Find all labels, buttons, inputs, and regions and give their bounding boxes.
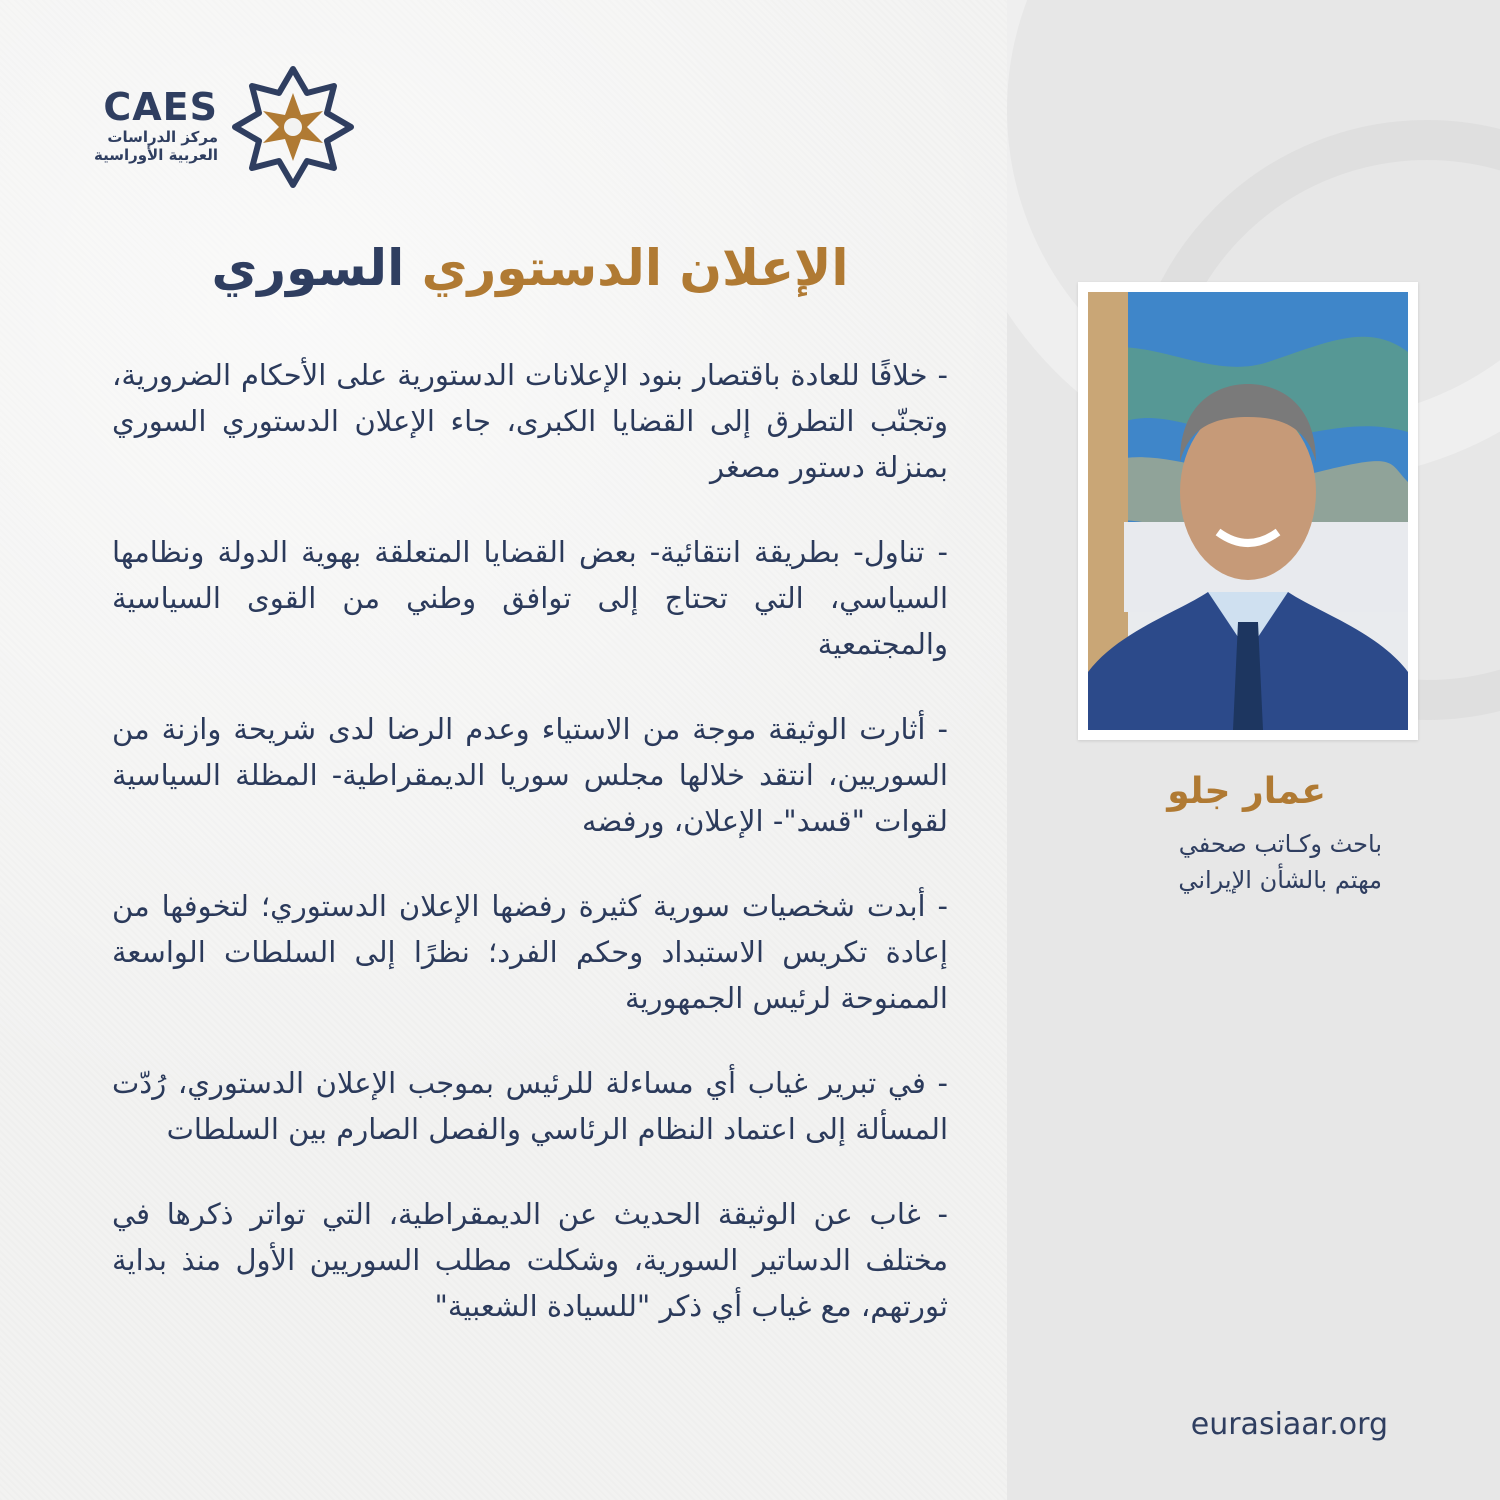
point-2: - تناول- بطريقة انتقائية- بعض القضايا المتعلقة بهوية الدولة ونظامها السياسي، التي تحتاج إلى توافق وطني من القوى السياسية والمجتمعية — [112, 535, 948, 661]
point-4: - أبدت شخصيات سورية كثيرة رفضها الإعلان الدستوري؛ لتخوفها من إعادة تكريس الاستبداد وحكم الفرد؛ نظرًا إلى السلطات الواسعة الممنوحة لرئيس الجمهورية — [112, 889, 948, 1015]
author-photo — [1088, 292, 1408, 730]
logo-text — [88, 86, 218, 164]
title-part-1: الإعلان الدستوري — [421, 239, 849, 297]
author-role — [1060, 826, 1382, 898]
caes-logo — [88, 64, 358, 190]
point-3: - أثارت الوثيقة موجة من الاستياء وعدم الرضا لدى شريحة وازنة من السوريين، انتقد خلالها مجلس سوريا الديمقراطية- المظلة السياسية لقوات "قسد"- الإعلان، ورفضه — [112, 712, 948, 838]
author-role-line-1: باحث وكـاتب صحفي — [1178, 830, 1382, 858]
logo-line-2: العربية الأوراسية — [93, 146, 218, 164]
title-part-2: السوري — [211, 239, 405, 297]
star-emblem-icon — [230, 64, 356, 190]
author-photo-frame — [1078, 282, 1418, 740]
article-points — [112, 352, 948, 1368]
page-title — [100, 228, 960, 308]
point-6: - غاب عن الوثيقة الحديث عن الديمقراطية، التي تواتر ذكرها في مختلف الدساتير السورية، وشكلت مطلب السوريين الأول منذ بداية ثورتهم، مع غياب أي ذكر "للسيادة الشعبية" — [112, 1197, 948, 1323]
author-role-line-2: مهتم بالشأن الإيراني — [1178, 866, 1382, 894]
website-link[interactable]: eurasiaar.org — [1190, 1407, 1388, 1442]
point-5: - في تبرير غياب أي مساءلة للرئيس بموجب الإعلان الدستوري، رُدّت المسألة إلى اعتماد النظام الرئاسي والفصل الصارم بين السلطات — [112, 1066, 948, 1146]
point-1: - خلافًا للعادة باقتصار بنود الإعلانات الدستورية على الأحكام الضرورية، وتجنّب التطرق إلى القضايا الكبرى، جاء الإعلان الدستوري السوري بمنزلة دستور مصغر — [112, 358, 948, 484]
author-portrait-icon — [1088, 292, 1408, 730]
logo-abbr: CAES — [103, 85, 218, 129]
logo-line-1: مركز الدراسات — [107, 128, 218, 146]
author-name: عمار جلو — [1167, 771, 1326, 812]
right-panel-background — [1007, 0, 1500, 1500]
